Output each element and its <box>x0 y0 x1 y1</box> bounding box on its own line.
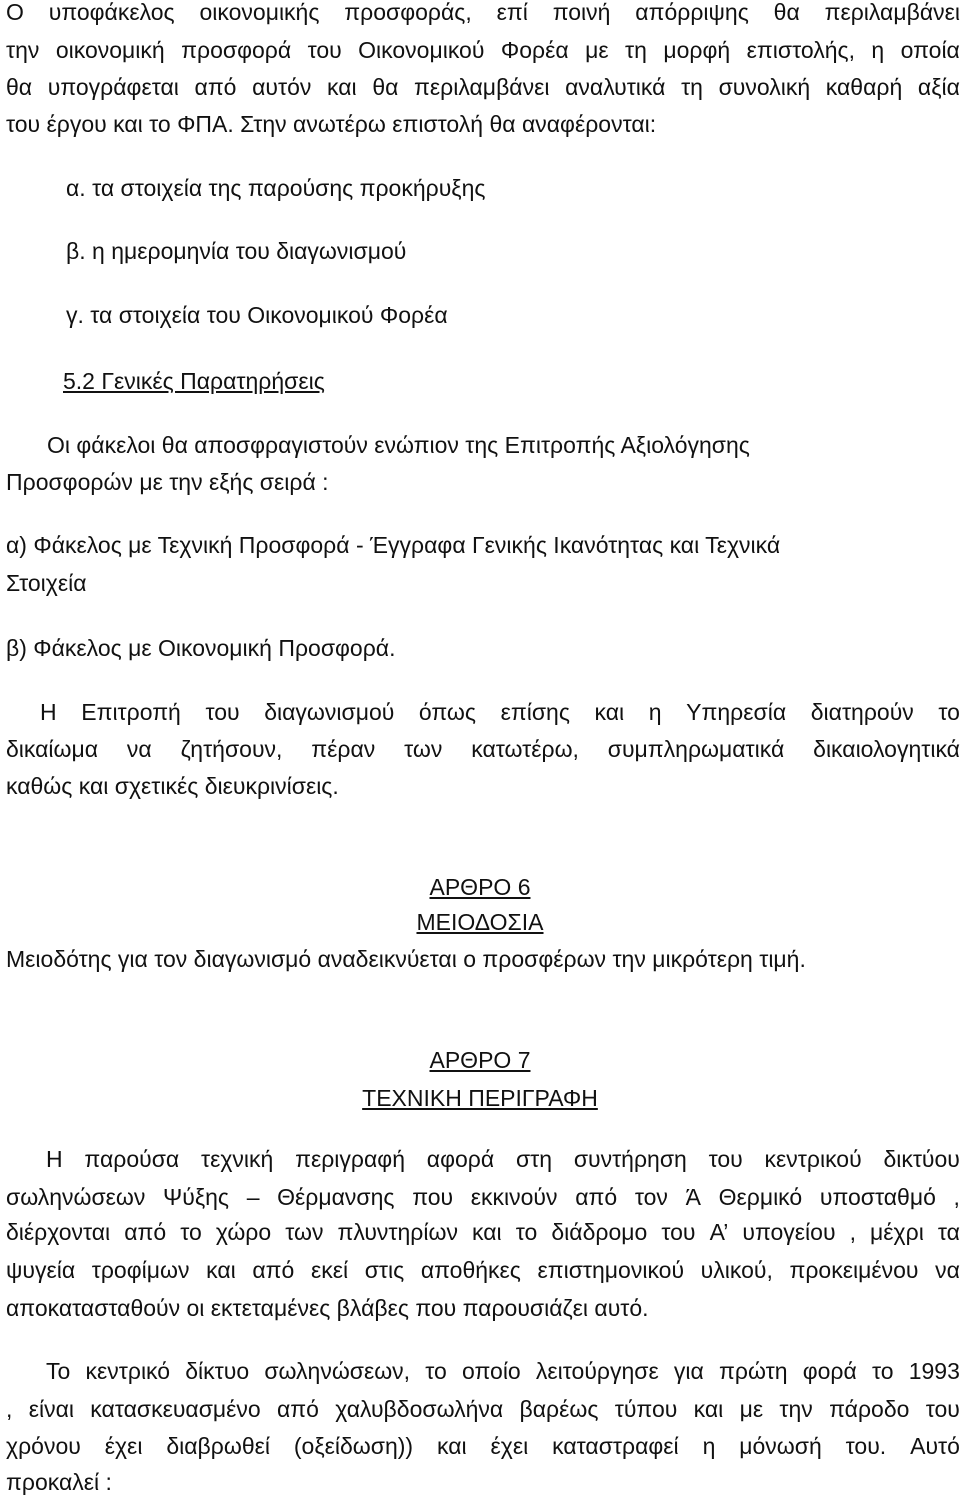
article7-p1-line-1: Η παρούσα τεχνική περιγραφή αφορά στη συντήρηση του κεντρικού δικτύου <box>46 1146 960 1172</box>
intro-line-4: του έργου και το ΦΠΑ. Στην ανωτέρω επιστολή θα αναφέρονται: <box>6 111 657 137</box>
article7-p1-line-2: σωληνώσεων Ψύξης – Θέρμανσης που εκκινούν από τον Ά Θερμικό υποσταθμό , <box>6 1184 960 1210</box>
section-heading-5-2: 5.2 Γενικές Παρατηρήσεις <box>63 368 325 394</box>
intro-line-1: Ο υποφάκελος οικονομικής προσφοράς, επί ποινή απόρριψης θα περιλαμβάνει <box>6 0 960 25</box>
list-item-b: β. η ημερομηνία του διαγωνισμού <box>66 238 407 264</box>
article6-text: Μειοδότης για τον διαγωνισμό αναδεικνύεται ο προσφέρων την μικρότερη τιμή. <box>6 946 806 972</box>
article7-p1-line-3: διέρχονται από το χώρο των πλυντηρίων και το διάδρομο του Α’ υπογείου , μέχρι τα <box>6 1219 960 1245</box>
list-item-a: α. τα στοιχεία της παρούσης προκήρυξης <box>66 175 486 201</box>
article7-p2-line-3: χρόνου έχει διαβρωθεί (οξείδωση)) και έχει καταστραφεί η μόνωσή του. Αυτό <box>6 1433 960 1459</box>
article7-p2-line-4: προκαλεί : <box>6 1469 112 1495</box>
section52-item-a-line-2: Στοιχεία <box>6 570 87 596</box>
section52-p1-line-2: Προσφορών με την εξής σειρά : <box>6 469 329 495</box>
article7-p1-line-5: αποκατασταθούν οι εκτεταμένες βλάβες που παρουσιάζει αυτό. <box>6 1295 649 1321</box>
section52-p2-line-2: δικαίωμα να ζητήσουν, πέραν των κατωτέρω, συμπληρωματικά δικαιολογητικά <box>6 736 960 762</box>
article6-number: ΑΡΘΡΟ 6 <box>429 874 531 900</box>
section52-item-a-line-1: α) Φάκελος με Τεχνική Προσφορά - Έγγραφα Γενικής Ικανότητας και Τεχνικά <box>6 532 781 558</box>
article7-number: ΑΡΘΡΟ 7 <box>429 1047 531 1073</box>
article7-title: ΤΕΧΝΙΚΗ ΠΕΡΙΓΡΑΦΗ <box>362 1085 598 1111</box>
list-item-c: γ. τα στοιχεία του Οικονομικού Φορέα <box>66 302 448 328</box>
article7-p2-line-1: Το κεντρικό δίκτυο σωληνώσεων, το οποίο λειτούργησε για πρώτη φορά το 1993 <box>46 1358 960 1384</box>
section52-item-b: β) Φάκελος με Οικονομική Προσφορά. <box>6 635 396 661</box>
article7-p2-line-2: , είναι κατασκευασμένο από χαλυβδοσωλήνα βαρέως τύπου και με την πάροδο του <box>6 1396 960 1422</box>
article6-title: ΜΕΙΟΔΟΣΙΑ <box>416 909 544 935</box>
intro-line-3: θα υπογράφεται από αυτόν και θα περιλαμβάνει αναλυτικά τη συνολική καθαρή αξία <box>6 74 960 100</box>
section52-p2-line-1: Η Επιτροπή του διαγωνισμού όπως επίσης και η Υπηρεσία διατηρούν το <box>40 699 960 725</box>
article7-p1-line-4: ψυγεία τροφίμων και από εκεί στις αποθήκες επιστημονικού υλικού, προκειμένου να <box>6 1257 960 1283</box>
section52-p2-line-3: καθώς και σχετικές διευκρινίσεις. <box>6 773 339 799</box>
section52-p1-line-1: Οι φάκελοι θα αποσφραγιστούν ενώπιον της Επιτροπής Αξιολόγησης <box>47 432 750 458</box>
intro-line-2: την οικονομική προσφορά του Οικονομικού Φορέα με τη μορφή επιστολής, η οποία <box>6 37 960 63</box>
